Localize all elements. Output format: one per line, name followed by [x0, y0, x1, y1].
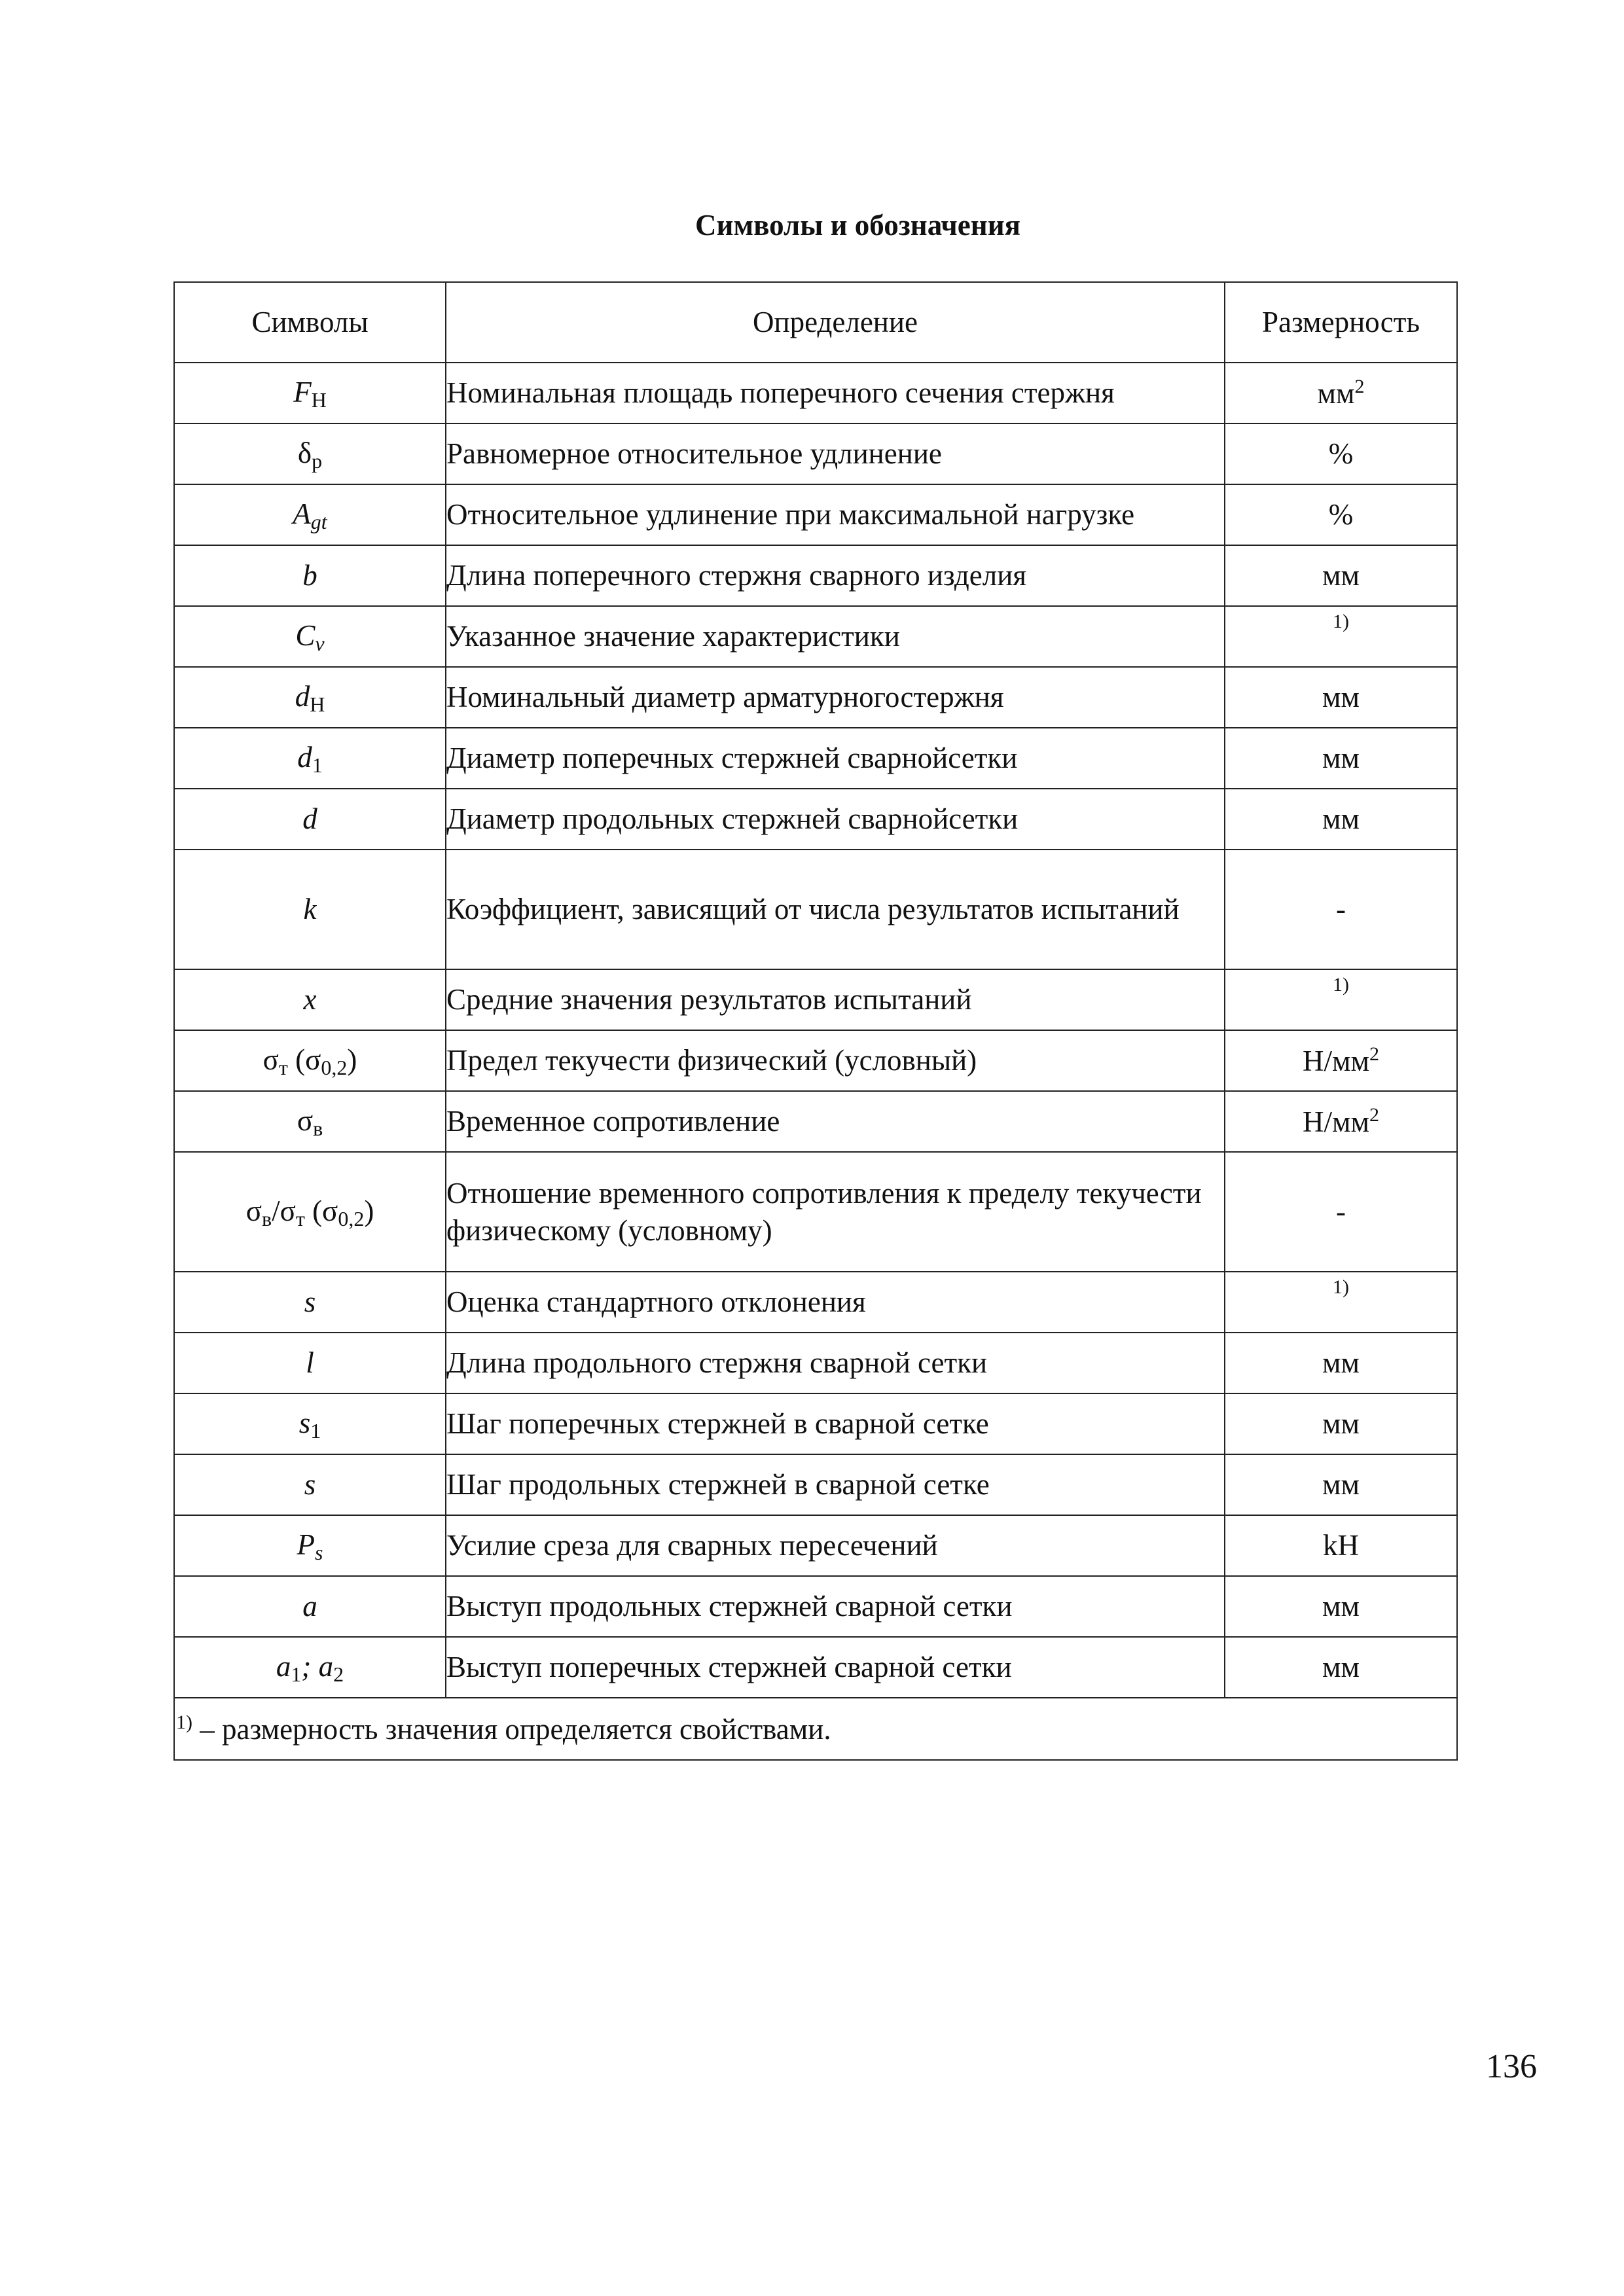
- symbol-cell: l: [174, 1333, 446, 1393]
- table-row: [174, 363, 1457, 423]
- dimension-cell: %: [1225, 484, 1457, 545]
- symbol-cell: $\sigma_т$ $(\sigma_{0,2})$: [174, 1030, 446, 1091]
- symbol-cell: d: [174, 789, 446, 850]
- dimension-cell: мм: [1225, 789, 1457, 850]
- page-number: 136: [1486, 2048, 1537, 2085]
- footnote-row: [174, 1698, 1457, 1760]
- definition-cell: Выступ продольных стержней сварной сетки: [446, 1576, 1225, 1637]
- table-header-row: [174, 282, 1457, 363]
- dimension-cell: мм: [1225, 1576, 1457, 1637]
- table-row: [174, 1272, 1457, 1333]
- definition-cell: Номинальная площадь поперечного сечения стержня: [446, 363, 1225, 423]
- footnote-cell: [174, 1698, 1457, 1760]
- symbol-cell: $\delta_р$: [174, 423, 446, 484]
- symbol-cell: Ps: [174, 1515, 446, 1576]
- table-row: [174, 1576, 1457, 1637]
- symbol-cell: $d_1$: [174, 728, 446, 789]
- symbol-cell: $s_1$: [174, 1393, 446, 1454]
- symbol-cell: s: [174, 1454, 446, 1515]
- symbol-cell: $F_Н$: [174, 363, 446, 423]
- table-row: [174, 484, 1457, 545]
- dimension-cell: мм: [1225, 1454, 1457, 1515]
- footnote-text: – размерность значения определяется свойствами.: [192, 1712, 831, 1746]
- dimension-cell: $мм^2$: [1225, 363, 1457, 423]
- dimension-cell: $Н/мм^2$: [1225, 1091, 1457, 1152]
- table-row: [174, 789, 1457, 850]
- symbol-cell: a: [174, 1576, 446, 1637]
- definition-cell: Равномерное относительное удлинение: [446, 423, 1225, 484]
- header-definition: Определение: [446, 282, 1225, 363]
- table-row: [174, 1030, 1457, 1091]
- definition-cell: Номинальный диаметр арматурногостержня: [446, 667, 1225, 728]
- definition-cell: Относительное удлинение при максимальной нагрузке: [446, 484, 1225, 545]
- table-row: [174, 1637, 1457, 1698]
- dimension-cell: мм: [1225, 1393, 1457, 1454]
- definition-cell: Длина продольного стержня сварной сетки: [446, 1333, 1225, 1393]
- definition-cell: Шаг продольных стержней в сварной сетке: [446, 1454, 1225, 1515]
- table-row: [174, 969, 1457, 1030]
- definition-cell: Оценка стандартного отклонения: [446, 1272, 1225, 1333]
- dimension-cell: -: [1225, 850, 1457, 969]
- symbol-cell: s: [174, 1272, 446, 1333]
- page-title: Символы и обозначения: [695, 209, 1020, 242]
- definition-cell: Усилие среза для сварных пересечений: [446, 1515, 1225, 1576]
- definition-cell: Отношение временного сопротивления к пределу текучести физическому (условному): [446, 1152, 1225, 1272]
- definition-cell: Предел текучести физический (условный): [446, 1030, 1225, 1091]
- dimension-cell: kH: [1225, 1515, 1457, 1576]
- dimension-cell: мм: [1225, 1333, 1457, 1393]
- definition-cell: Шаг поперечных стержней в сварной сетке: [446, 1393, 1225, 1454]
- definition-cell: Диаметр продольных стержней сварнойсетки: [446, 789, 1225, 850]
- definition-cell: Длина поперечного стержня сварного изделия: [446, 545, 1225, 606]
- table-row: [174, 545, 1457, 606]
- table-row: [174, 423, 1457, 484]
- dimension-footnote-cell: 1): [1225, 969, 1457, 1030]
- symbol-cell: $\sigma_в/\sigma_т$ $(\sigma_{0,2})$: [174, 1152, 446, 1272]
- definition-cell: Коэффициент, зависящий от числа результатов испытаний: [446, 850, 1225, 969]
- symbol-cell: $a_1$; $a_2$: [174, 1637, 446, 1698]
- header-dimension: Размерность: [1225, 282, 1457, 363]
- symbol-cell: $d_Н$: [174, 667, 446, 728]
- symbol-cell: k: [174, 850, 446, 969]
- table-row: [174, 728, 1457, 789]
- table-row: [174, 1393, 1457, 1454]
- definition-cell: Средние значения результатов испытаний: [446, 969, 1225, 1030]
- symbol-cell: x: [174, 969, 446, 1030]
- dimension-footnote-cell: 1): [1225, 1272, 1457, 1333]
- table-row: [174, 606, 1457, 667]
- definition-cell: Указанное значение характеристики: [446, 606, 1225, 667]
- table-row: [174, 667, 1457, 728]
- symbol-cell: b: [174, 545, 446, 606]
- symbol-cell: Agt: [174, 484, 446, 545]
- dimension-cell: мм: [1225, 667, 1457, 728]
- definition-cell: Выступ поперечных стержней сварной сетки: [446, 1637, 1225, 1698]
- symbol-cell: $\sigma_в$: [174, 1091, 446, 1152]
- table-row: [174, 1333, 1457, 1393]
- dimension-cell: мм: [1225, 545, 1457, 606]
- dimension-cell: %: [1225, 423, 1457, 484]
- dimension-cell: мм: [1225, 728, 1457, 789]
- definition-cell: Диаметр поперечных стержней сварнойсетки: [446, 728, 1225, 789]
- table-row: [174, 1152, 1457, 1272]
- symbols-table: [173, 281, 1458, 1761]
- dimension-cell: $Н/мм^2$: [1225, 1030, 1457, 1091]
- table-row: [174, 850, 1457, 969]
- table-row: [174, 1091, 1457, 1152]
- dimension-footnote-cell: 1): [1225, 606, 1457, 667]
- dimension-cell: -: [1225, 1152, 1457, 1272]
- footnote-mark: 1): [176, 1711, 192, 1733]
- dimension-cell: мм: [1225, 1637, 1457, 1698]
- definition-cell: Временное сопротивление: [446, 1091, 1225, 1152]
- header-symbols: Символы: [174, 282, 446, 363]
- symbol-cell: Cv: [174, 606, 446, 667]
- table-row: [174, 1454, 1457, 1515]
- table-row: [174, 1515, 1457, 1576]
